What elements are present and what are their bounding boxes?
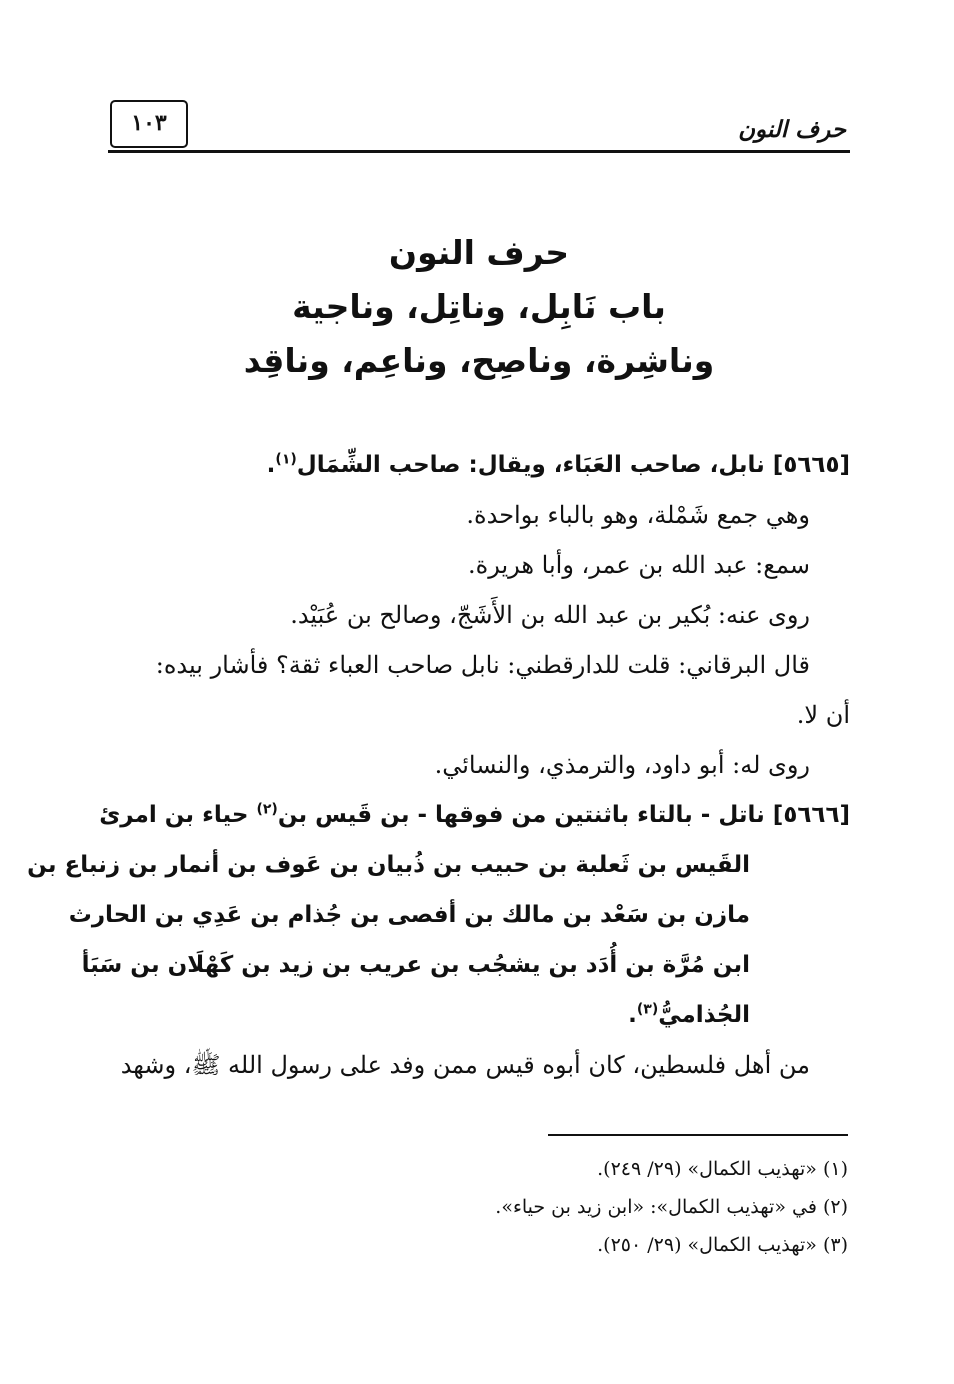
entry-5666-line: من أهل فلسطين، كان أبوه قيس ممن وفد على رسول الله ﷺ، وشهد [120,1051,810,1079]
footnote-ref: (٢) [256,801,278,818]
section-title-line-2: وناشِرة، وناصِح، وناعِم، وناقِد [243,341,715,380]
footnotes [108,1150,848,1264]
footnote-ref: (٣) [636,1001,659,1018]
page-number-box [110,100,188,148]
entry-heading-text: [٥٦٦٦] ناتل - بالتاء باثنتين من فوقها - بن قَيس بن [277,802,850,828]
header-rule [108,150,850,153]
entry-5666-line: مازن بن سَعْد بن مالك بن أفصى بن جُذام بن عَدِي بن الحارث [68,902,750,928]
entry-heading-text: [٥٦٦٥] نابل، صاحب العَبَاء، ويقال: صاحب الشِّمَال [296,452,850,478]
entry-line-tail: . [628,1002,637,1028]
footnote: (٢) في «تهذيب الكمال»: «ابن زيد بن حياء». [495,1196,848,1218]
entry-line-text: الجُذاميُّ [658,1002,750,1028]
section-title-line-1: باب نَابِل، وناتِل، وناجية [292,287,666,326]
footnote-rule [548,1134,848,1136]
chapter-titles [108,226,850,388]
entry-5666-line: القَيس بن ثَعلبة بن حبيب بن ذُبيان بن عَوف بن أنمار بن زنباع بن [27,852,750,878]
entry-5665-line: سمع: عبد الله بن عمر، وأبا هريرة. [468,551,810,579]
entry-5665-line: أن لا. [796,701,850,729]
entry-5665-line: وهي جمع شَمْلة، وهو بالباء بواحدة. [466,501,810,529]
footnote: (٣) «تهذيب الكمال» (٢٩/ ٢٥٠). [597,1234,848,1256]
body-text [27,440,850,1090]
footnote-ref: (١) [275,451,297,468]
entry-5666-line [100,990,850,1040]
entry-heading-text: حياء بن امرئ [99,802,257,828]
footnote: (١) «تهذيب الكمال» (٢٩/ ٢٤٩). [597,1158,848,1180]
entry-5665-heading [100,440,850,490]
running-header-title: حرف النون [738,116,846,143]
entry-heading-tail: . [266,452,276,478]
entry-5666-heading [100,790,850,840]
entry-5665-line: روى له: أبو داود، والترمذي، والنسائي. [434,751,810,779]
page-number: ١٠٣ [131,110,167,136]
entry-5666-line: ابن مُرَّة بن أُدَد بن يشجُب بن عريب بن زيد بن كَهْلَان بن سَبَأ [81,952,750,978]
entry-5665-line: قال البرقاني: قلت للدارقطني: نابل صاحب العباء ثقة؟ فأشار بيده: [155,651,810,679]
entry-5665-line: روى عنه: بُكير بن عبد الله بن الأَشَجّ، وصالح بن عُبَيْد. [290,601,810,629]
chapter-title: حرف النون [388,233,570,272]
